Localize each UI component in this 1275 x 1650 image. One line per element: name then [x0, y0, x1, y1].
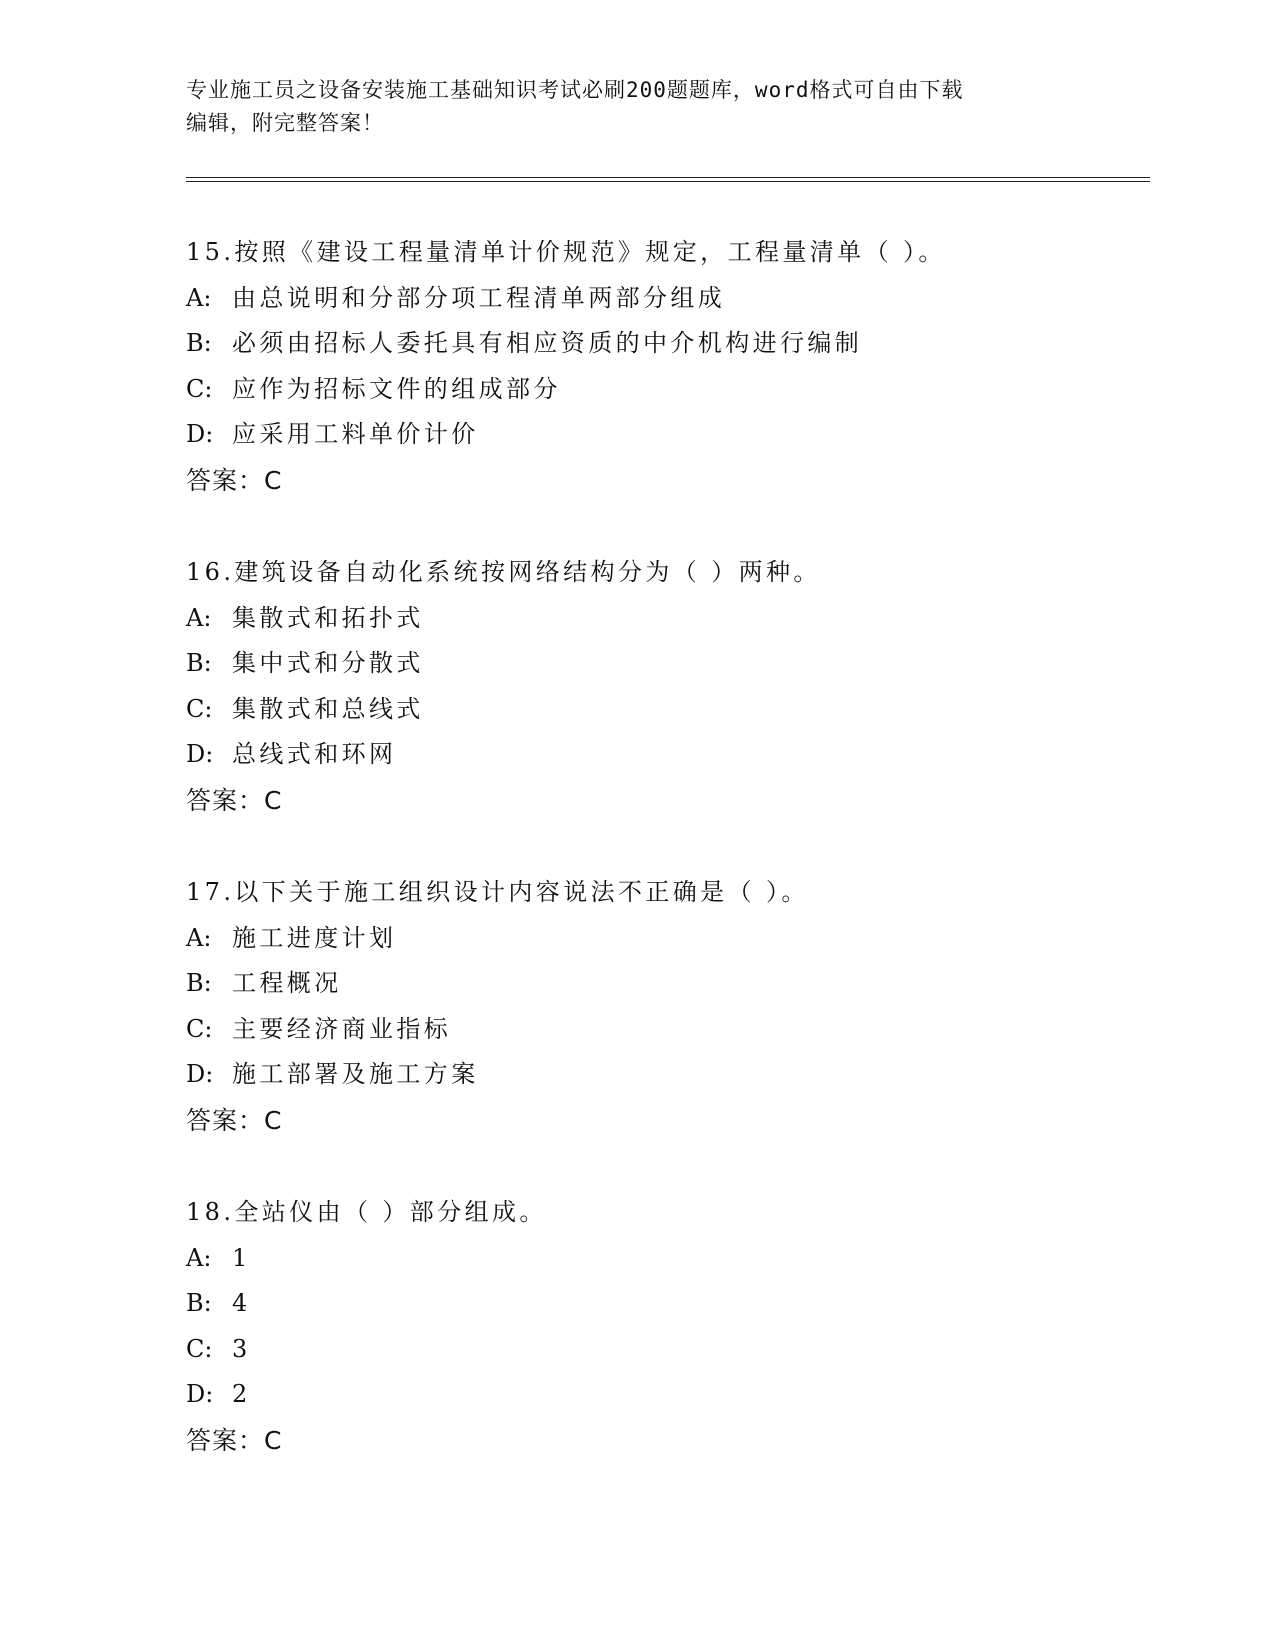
option-letter: D:: [186, 420, 214, 449]
option-c: [186, 1327, 1186, 1373]
question-stem: 15.按照《建设工程量清单计价规范》规定，工程量清单（ ）。: [186, 238, 946, 266]
option-c: [186, 1007, 1186, 1053]
option-d: [186, 1052, 1186, 1098]
option-text: 工程概况: [232, 969, 342, 998]
option-b: [186, 1281, 1186, 1327]
option-text: 1: [232, 1243, 251, 1272]
question-17: [186, 870, 1186, 1144]
header-divider-bottom: [186, 181, 1150, 182]
option-a: [186, 276, 1186, 322]
option-b: [186, 961, 1186, 1007]
option-text: 集散式和总线式: [232, 694, 424, 723]
option-letter: C:: [186, 694, 213, 723]
question-16: [186, 550, 1186, 824]
option-a: [186, 1236, 1186, 1282]
question-18: [186, 1190, 1186, 1464]
option-text: 施工进度计划: [232, 923, 397, 952]
question-stem: 17.以下关于施工组织设计内容说法不正确是（ ）。: [186, 878, 809, 906]
option-letter: A:: [186, 923, 212, 952]
option-text: 3: [232, 1334, 251, 1363]
option-letter: A:: [186, 1243, 212, 1272]
answer-line: 答案：C: [186, 465, 283, 495]
option-letter: D:: [186, 740, 214, 769]
option-letter: C:: [186, 1014, 213, 1043]
option-text: 应采用工料单价计价: [232, 420, 479, 449]
question-15: [186, 230, 1186, 504]
option-letter: B:: [186, 969, 212, 998]
header-divider-top: [186, 177, 1150, 178]
option-text: 必须由招标人委托具有相应资质的中介机构进行编制: [232, 329, 863, 358]
option-letter: D:: [186, 1380, 214, 1409]
option-c: [186, 367, 1186, 413]
option-letter: C:: [186, 374, 213, 403]
option-text: 集中式和分散式: [232, 649, 424, 678]
option-a: [186, 596, 1186, 642]
document-header: [186, 74, 1086, 140]
question-stem: 16.建筑设备自动化系统按网络结构分为（ ）两种。: [186, 558, 821, 586]
option-text: 由总说明和分部分项工程清单两部分组成: [232, 283, 726, 312]
option-letter: B:: [186, 1289, 212, 1318]
option-c: [186, 687, 1186, 733]
answer-line: 答案：C: [186, 785, 283, 815]
option-letter: D:: [186, 1060, 214, 1089]
option-letter: C:: [186, 1334, 213, 1363]
option-d: [186, 732, 1186, 778]
option-text: 2: [232, 1380, 251, 1409]
option-a: [186, 916, 1186, 962]
option-d: [186, 412, 1186, 458]
answer-line: 答案：C: [186, 1425, 283, 1455]
option-text: 集散式和拓扑式: [232, 603, 424, 632]
option-text: 施工部署及施工方案: [232, 1060, 479, 1089]
option-text: 总线式和环网: [232, 740, 397, 769]
question-stem: 18.全站仪由（ ）部分组成。: [186, 1198, 547, 1226]
option-letter: A:: [186, 283, 212, 312]
header-line-1: 专业施工员之设备安装施工基础知识考试必刷200题题库，word格式可自由下载: [186, 78, 964, 102]
option-b: [186, 641, 1186, 687]
option-text: 4: [232, 1289, 251, 1318]
option-text: 主要经济商业指标: [232, 1014, 452, 1043]
answer-line: 答案：C: [186, 1105, 283, 1135]
option-d: [186, 1372, 1186, 1418]
option-letter: A:: [186, 603, 212, 632]
option-letter: B:: [186, 649, 212, 678]
option-text: 应作为招标文件的组成部分: [232, 374, 561, 403]
option-b: [186, 321, 1186, 367]
header-line-2: 编辑，附完整答案！: [186, 111, 384, 135]
option-letter: B:: [186, 329, 212, 358]
